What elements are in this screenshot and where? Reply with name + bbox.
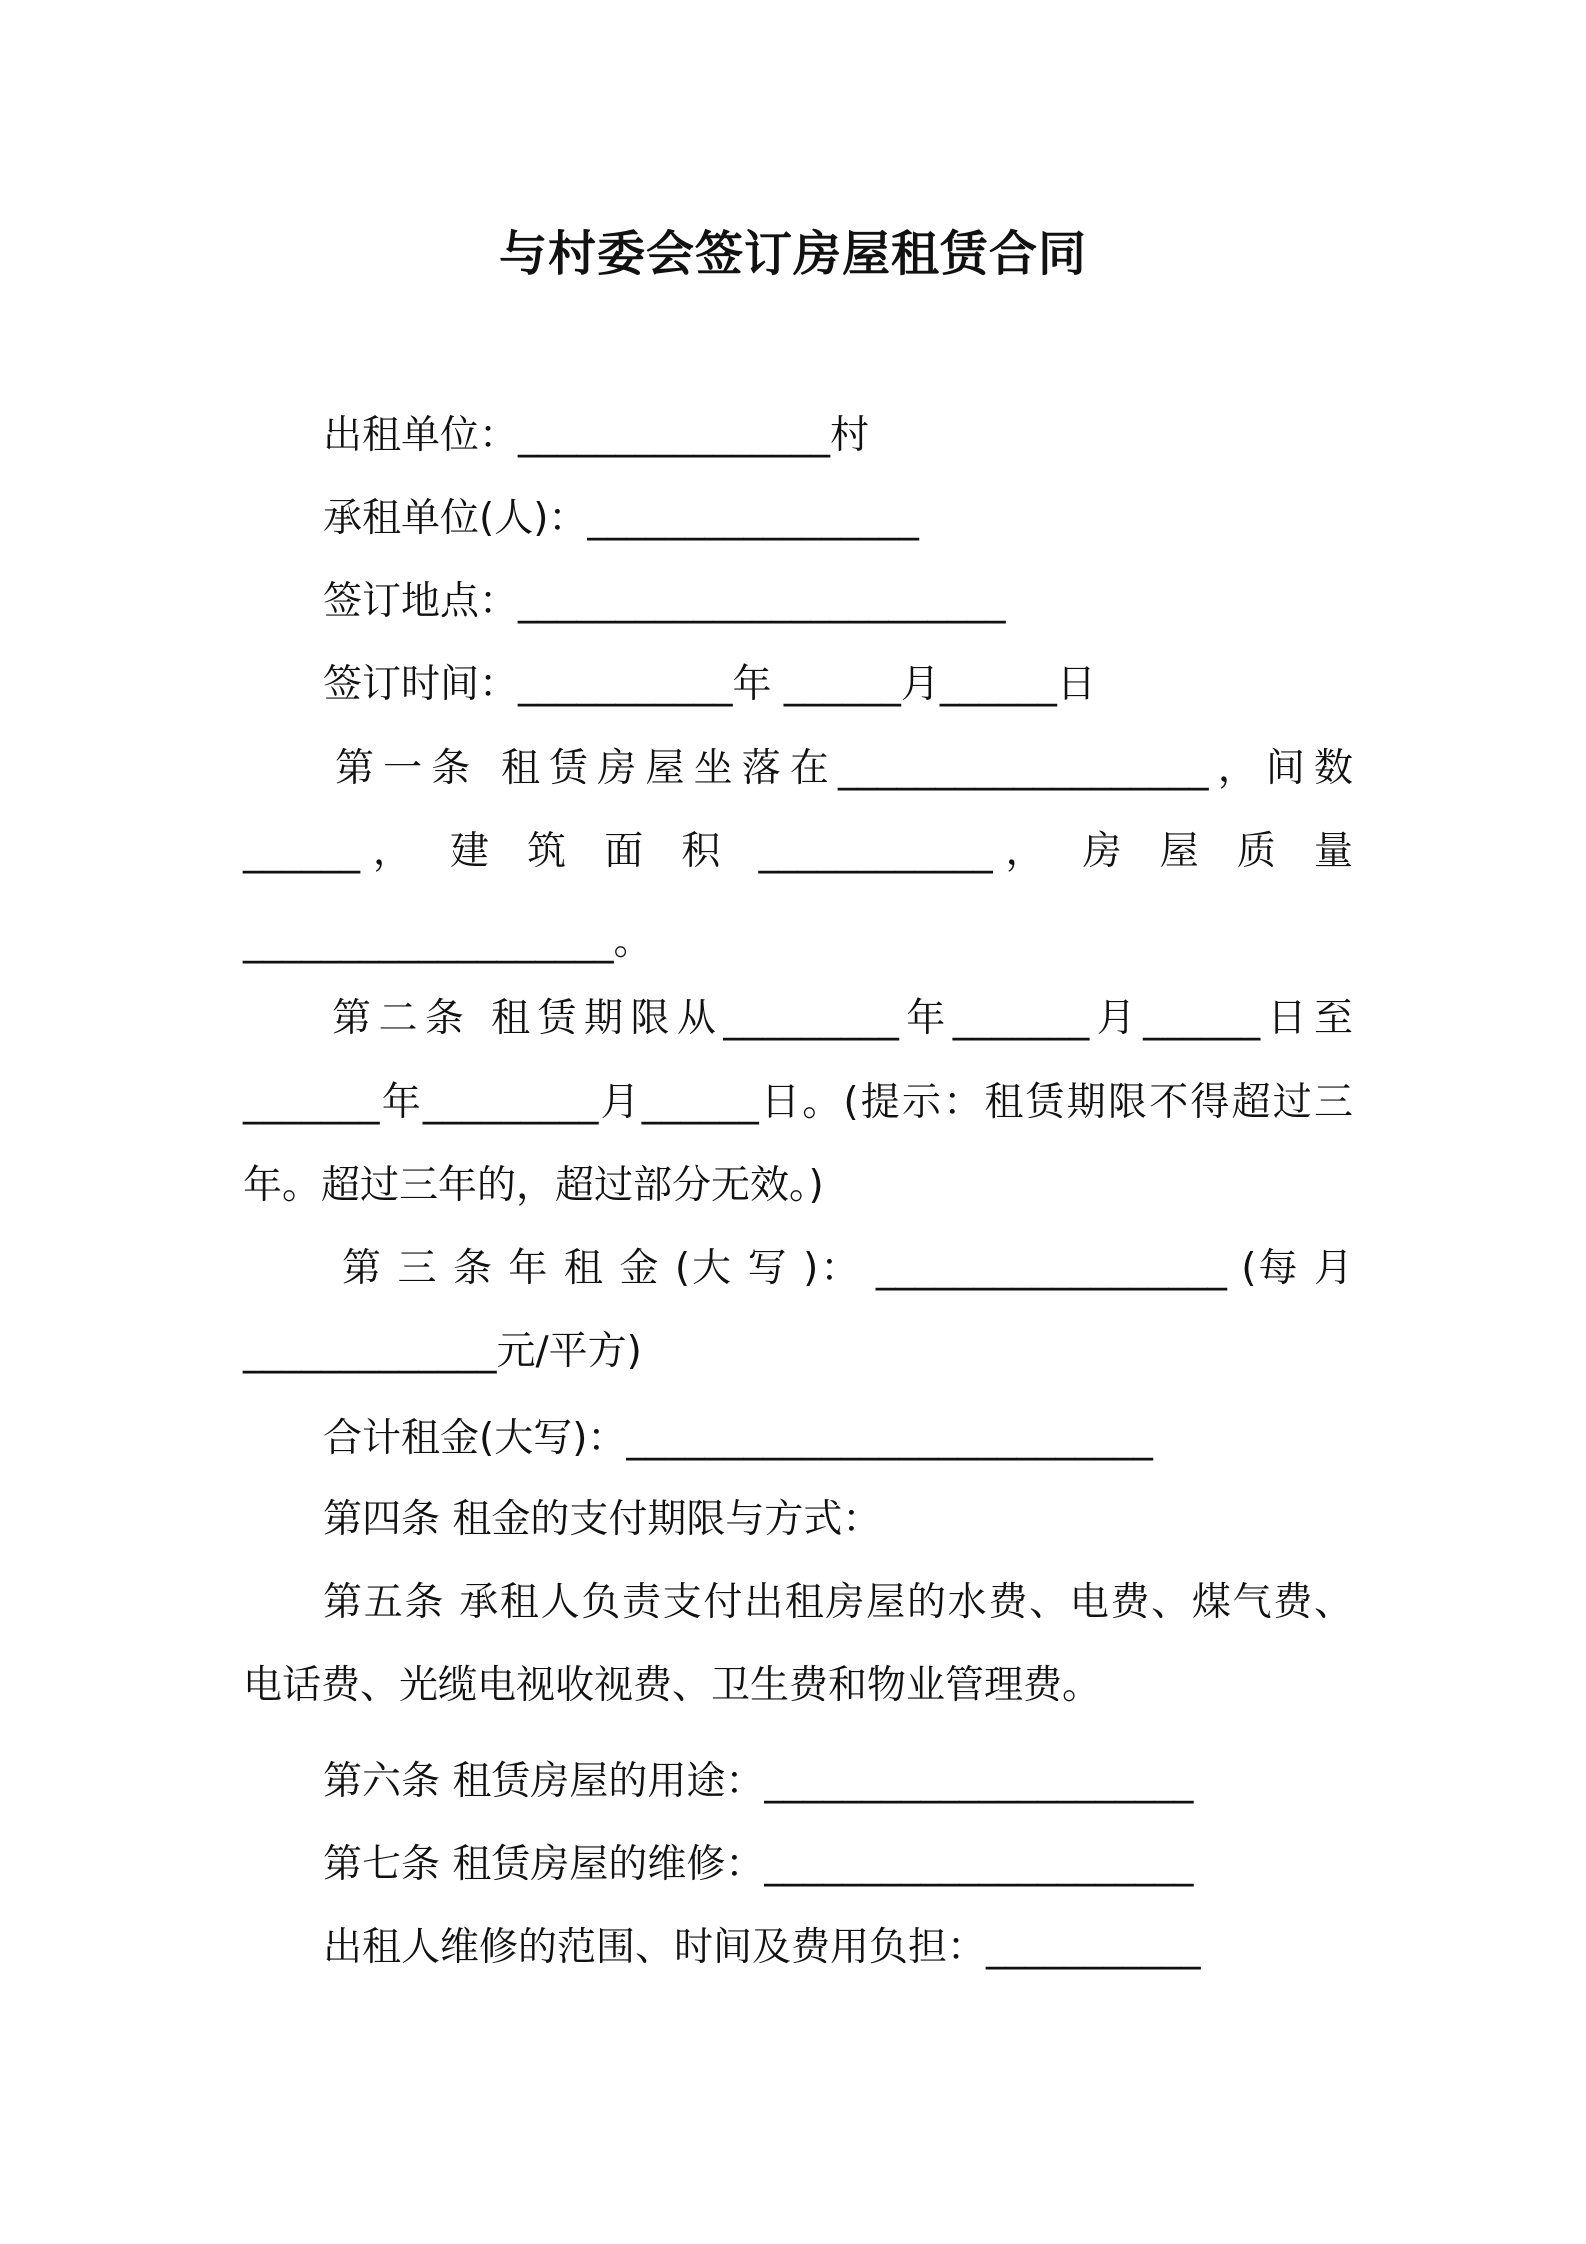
article-5-line-1: 第五条 承租人负责支付出租房屋的水费、电费、煤气费、 [323,1580,1353,1625]
article-3-line-2: _____________元/平方) [243,1329,642,1374]
article-1-line-2: ______， 建 筑 面 积 ____________， 房 屋 质 量 [243,829,1353,874]
article-2-line-2: _______年_________月______日。(提示：租赁期限不得超过三 [243,1080,1353,1125]
article-2-line-1: 第二条 租赁期限从_________年_______月______日至 [332,996,1353,1041]
signing-time-line: 签订时间：___________年 ______月______日 [323,662,1096,707]
total-rent-line: 合计租金(大写)：___________________________ [323,1416,1153,1461]
repair-scope-line: 出租人维修的范围、时间及费用负担：___________ [323,1925,1201,1970]
signing-place-line: 签订地点：_________________________ [323,579,1006,624]
document-title: 与村委会签订房屋租赁合同 [498,226,1087,282]
article-1-line-1: 第一条 租赁房屋坐落在___________________，间数 [335,746,1353,791]
article-2-line-3: 年。超过三年的，超过部分无效。) [243,1163,824,1208]
article-3-line-1: 第 三 条 年 租 金 (大 写 )： __________________ (每 月 [342,1246,1353,1291]
article-6-line: 第六条 租赁房屋的用途：______________________ [323,1759,1194,1804]
article-7-line: 第七条 租赁房屋的维修：______________________ [323,1842,1194,1887]
lessee-line: 承租单位(人)：_________________ [323,496,919,541]
lessor-line: 出租单位：________________村 [323,413,870,458]
article-4-line: 第四条 租金的支付期限与方式： [323,1497,882,1542]
article-1-line-3: ___________________。 [243,919,653,964]
article-5-line-2: 电话费、光缆电视收视费、卫生费和物业管理费。 [243,1663,1102,1708]
